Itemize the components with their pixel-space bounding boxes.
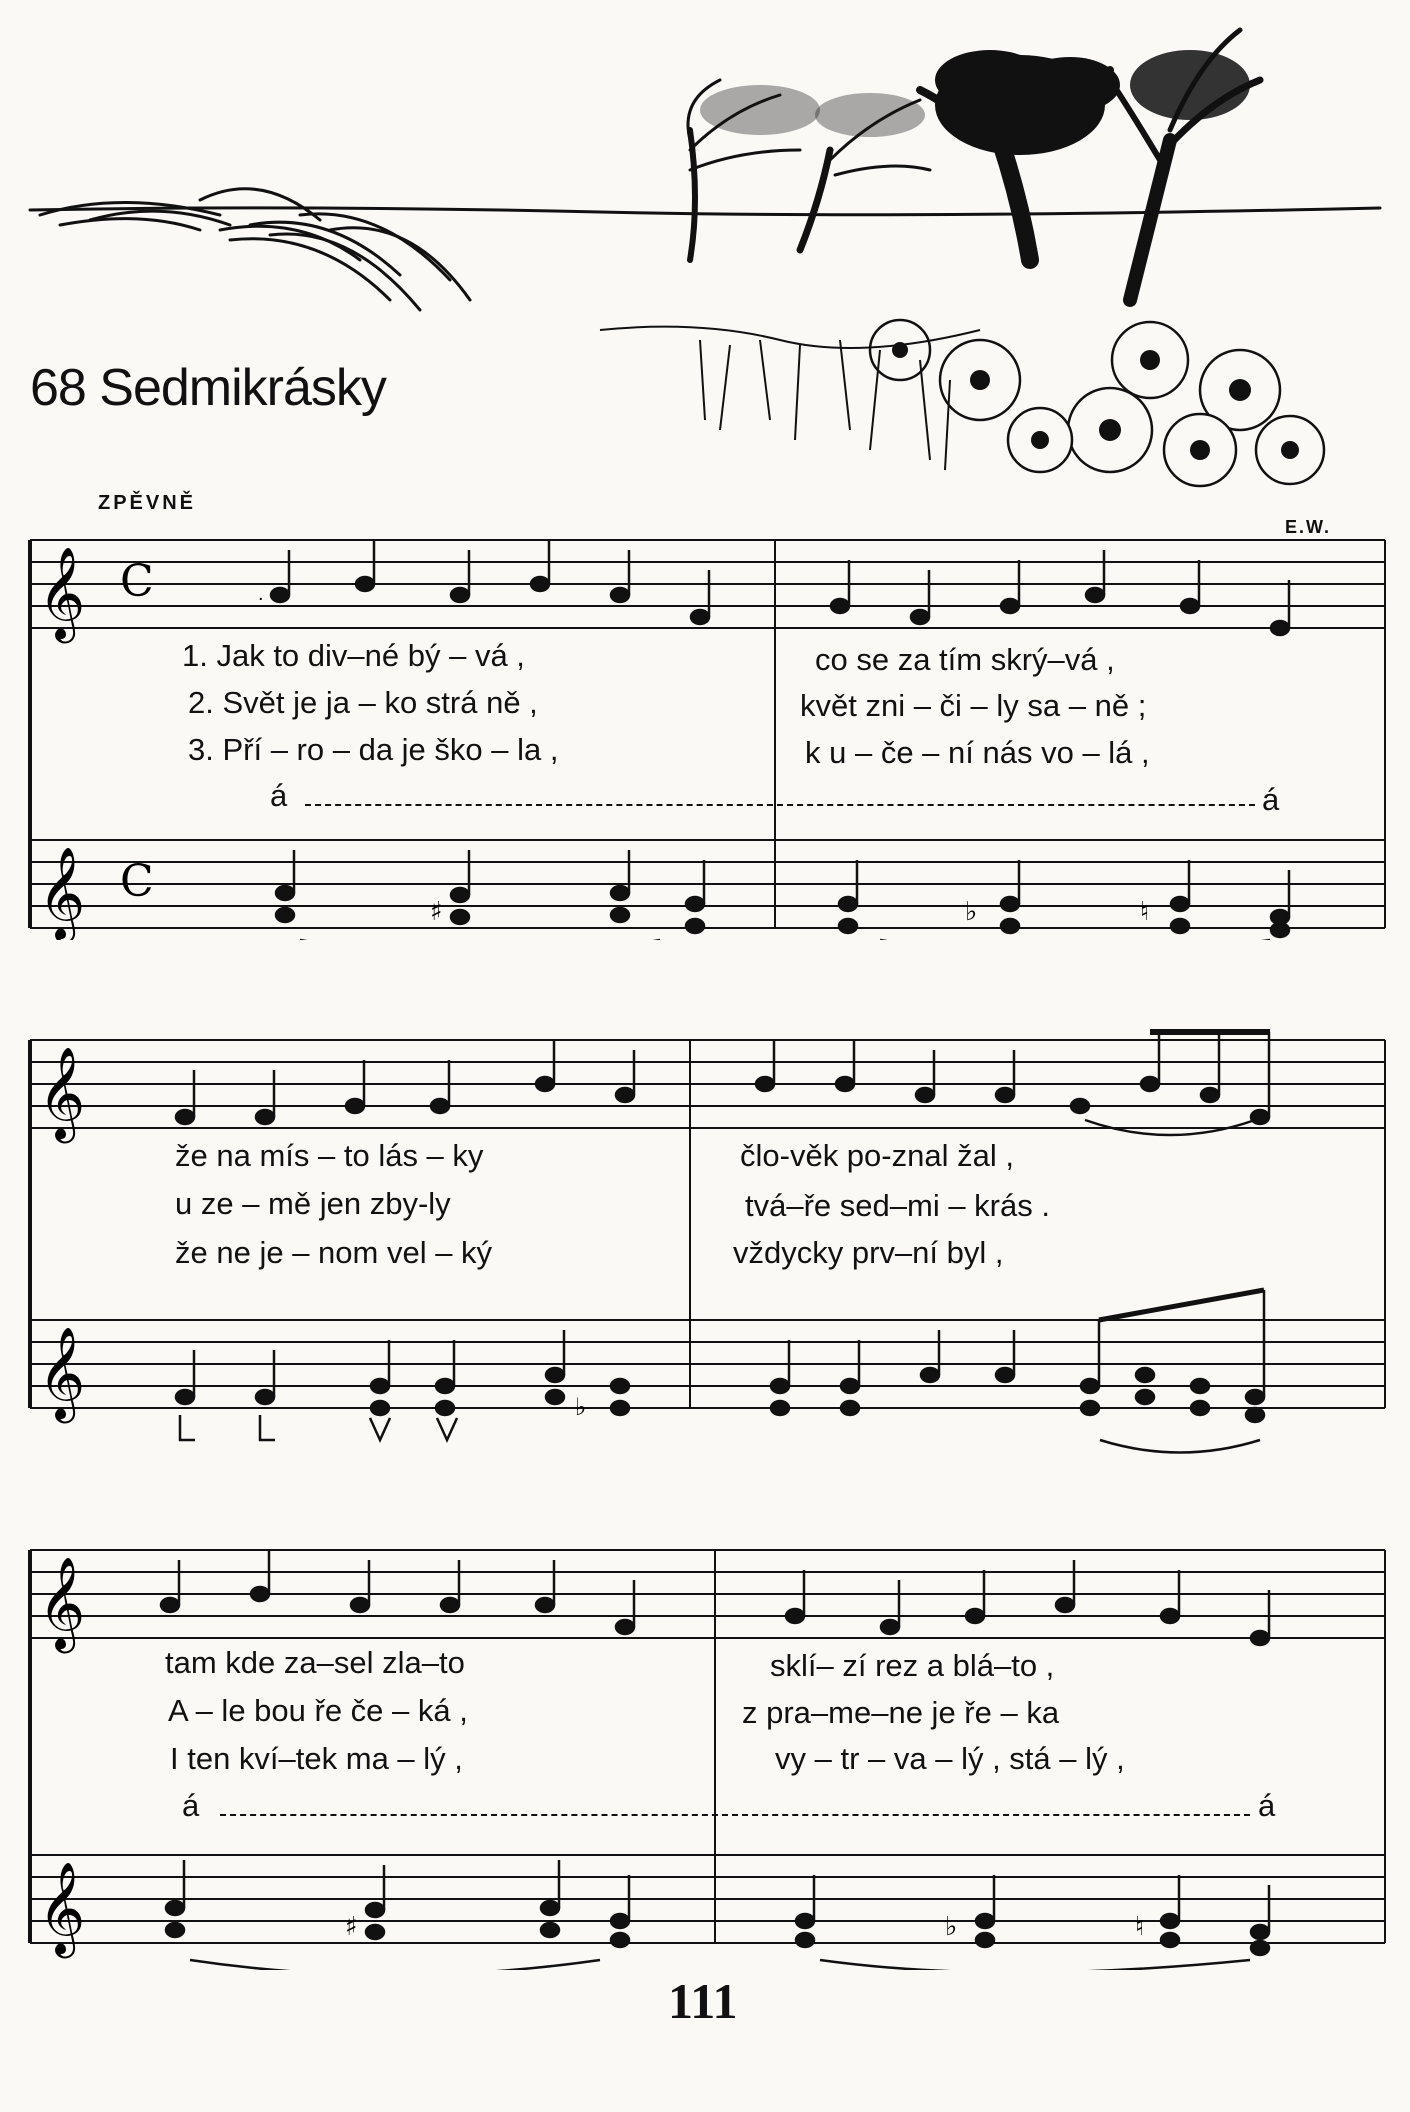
svg-text:♭: ♭ [945,1912,958,1942]
svg-text:𝄞: 𝄞 [38,1326,86,1419]
svg-text:♮: ♮ [1135,1912,1145,1942]
lyric-line-1a: 1. Jak to div–né bý – vá , [182,638,525,673]
svg-text:♭: ♭ [575,1393,587,1421]
page-number: 111 [668,1973,738,2029]
song-title: 68 Sedmikrásky [30,359,386,417]
svg-text:𝄞: 𝄞 [38,846,86,939]
svg-text:.: . [258,583,264,605]
staff-notation [0,520,1410,940]
svg-text:C: C [120,556,154,607]
lyric-line-1b: člo-věk po-znal žal , [740,1138,1014,1173]
lyric-line-2b: tvá–ře sed–mi – krás . [745,1188,1050,1223]
lyric-line-3a: že ne je – nom vel – ký [175,1235,493,1270]
svg-text:♯: ♯ [430,897,443,927]
lyric-line-3a: I ten kví–tek ma – lý , [170,1741,463,1776]
hum-extension-line [305,804,1255,806]
lyric-line-2b: z pra–me–ne je ře – ka [742,1695,1060,1730]
svg-text:♯: ♯ [345,1912,358,1942]
lyric-line-1a: tam kde za–sel zla–to [165,1645,465,1680]
meadow-trees-daisies-illustration [0,0,1410,500]
hum-extension-line [220,1814,1250,1816]
hum-syllable-start: á [182,1788,200,1823]
lyric-line-3a: 3. Pří – ro – da je ško – la , [188,732,559,767]
lyric-line-1b: sklí– zí rez a blá–to , [770,1648,1055,1683]
lyric-line-3b: k u – če – ní nás vo – lá , [805,735,1150,770]
svg-text:𝄞: 𝄞 [38,1046,86,1139]
svg-text:𝄞: 𝄞 [38,546,86,639]
lyric-line-1b: co se za tím skrý–vá , [815,642,1115,677]
lyric-line-3b: vždycky prv–ní byl , [733,1235,1004,1270]
tempo-marking: ZPĚVNĚ [98,492,197,514]
lyric-line-3b: vy – tr – va – lý , stá – lý , [775,1741,1125,1776]
lyric-line-2a: A – le bou ře če – ká , [168,1693,468,1728]
music-system-1 [0,520,1410,940]
music-system-2 [0,1020,1410,1460]
lyric-line-2a: u ze – mě jen zby-ly [175,1186,451,1221]
lyric-line-2a: 2. Svět je ja – ko strá ně , [188,685,538,720]
music-system-3 [0,1530,1410,1970]
svg-text:♭: ♭ [965,897,978,927]
lyric-line-2b: květ zni – či – ly sa – ně ; [800,688,1147,723]
svg-text:C: C [120,856,154,907]
composer-initials: E.W. [1285,517,1332,537]
svg-text:𝄞: 𝄞 [38,1556,86,1649]
hum-syllable-end: á [1262,782,1280,817]
hum-syllable-start: á [270,778,288,813]
hum-syllable-end: á [1258,1788,1276,1823]
lyric-line-1a: že na mís – to lás – ky [175,1138,484,1173]
svg-text:𝄞: 𝄞 [38,1861,86,1954]
svg-text:♮: ♮ [1140,897,1150,927]
